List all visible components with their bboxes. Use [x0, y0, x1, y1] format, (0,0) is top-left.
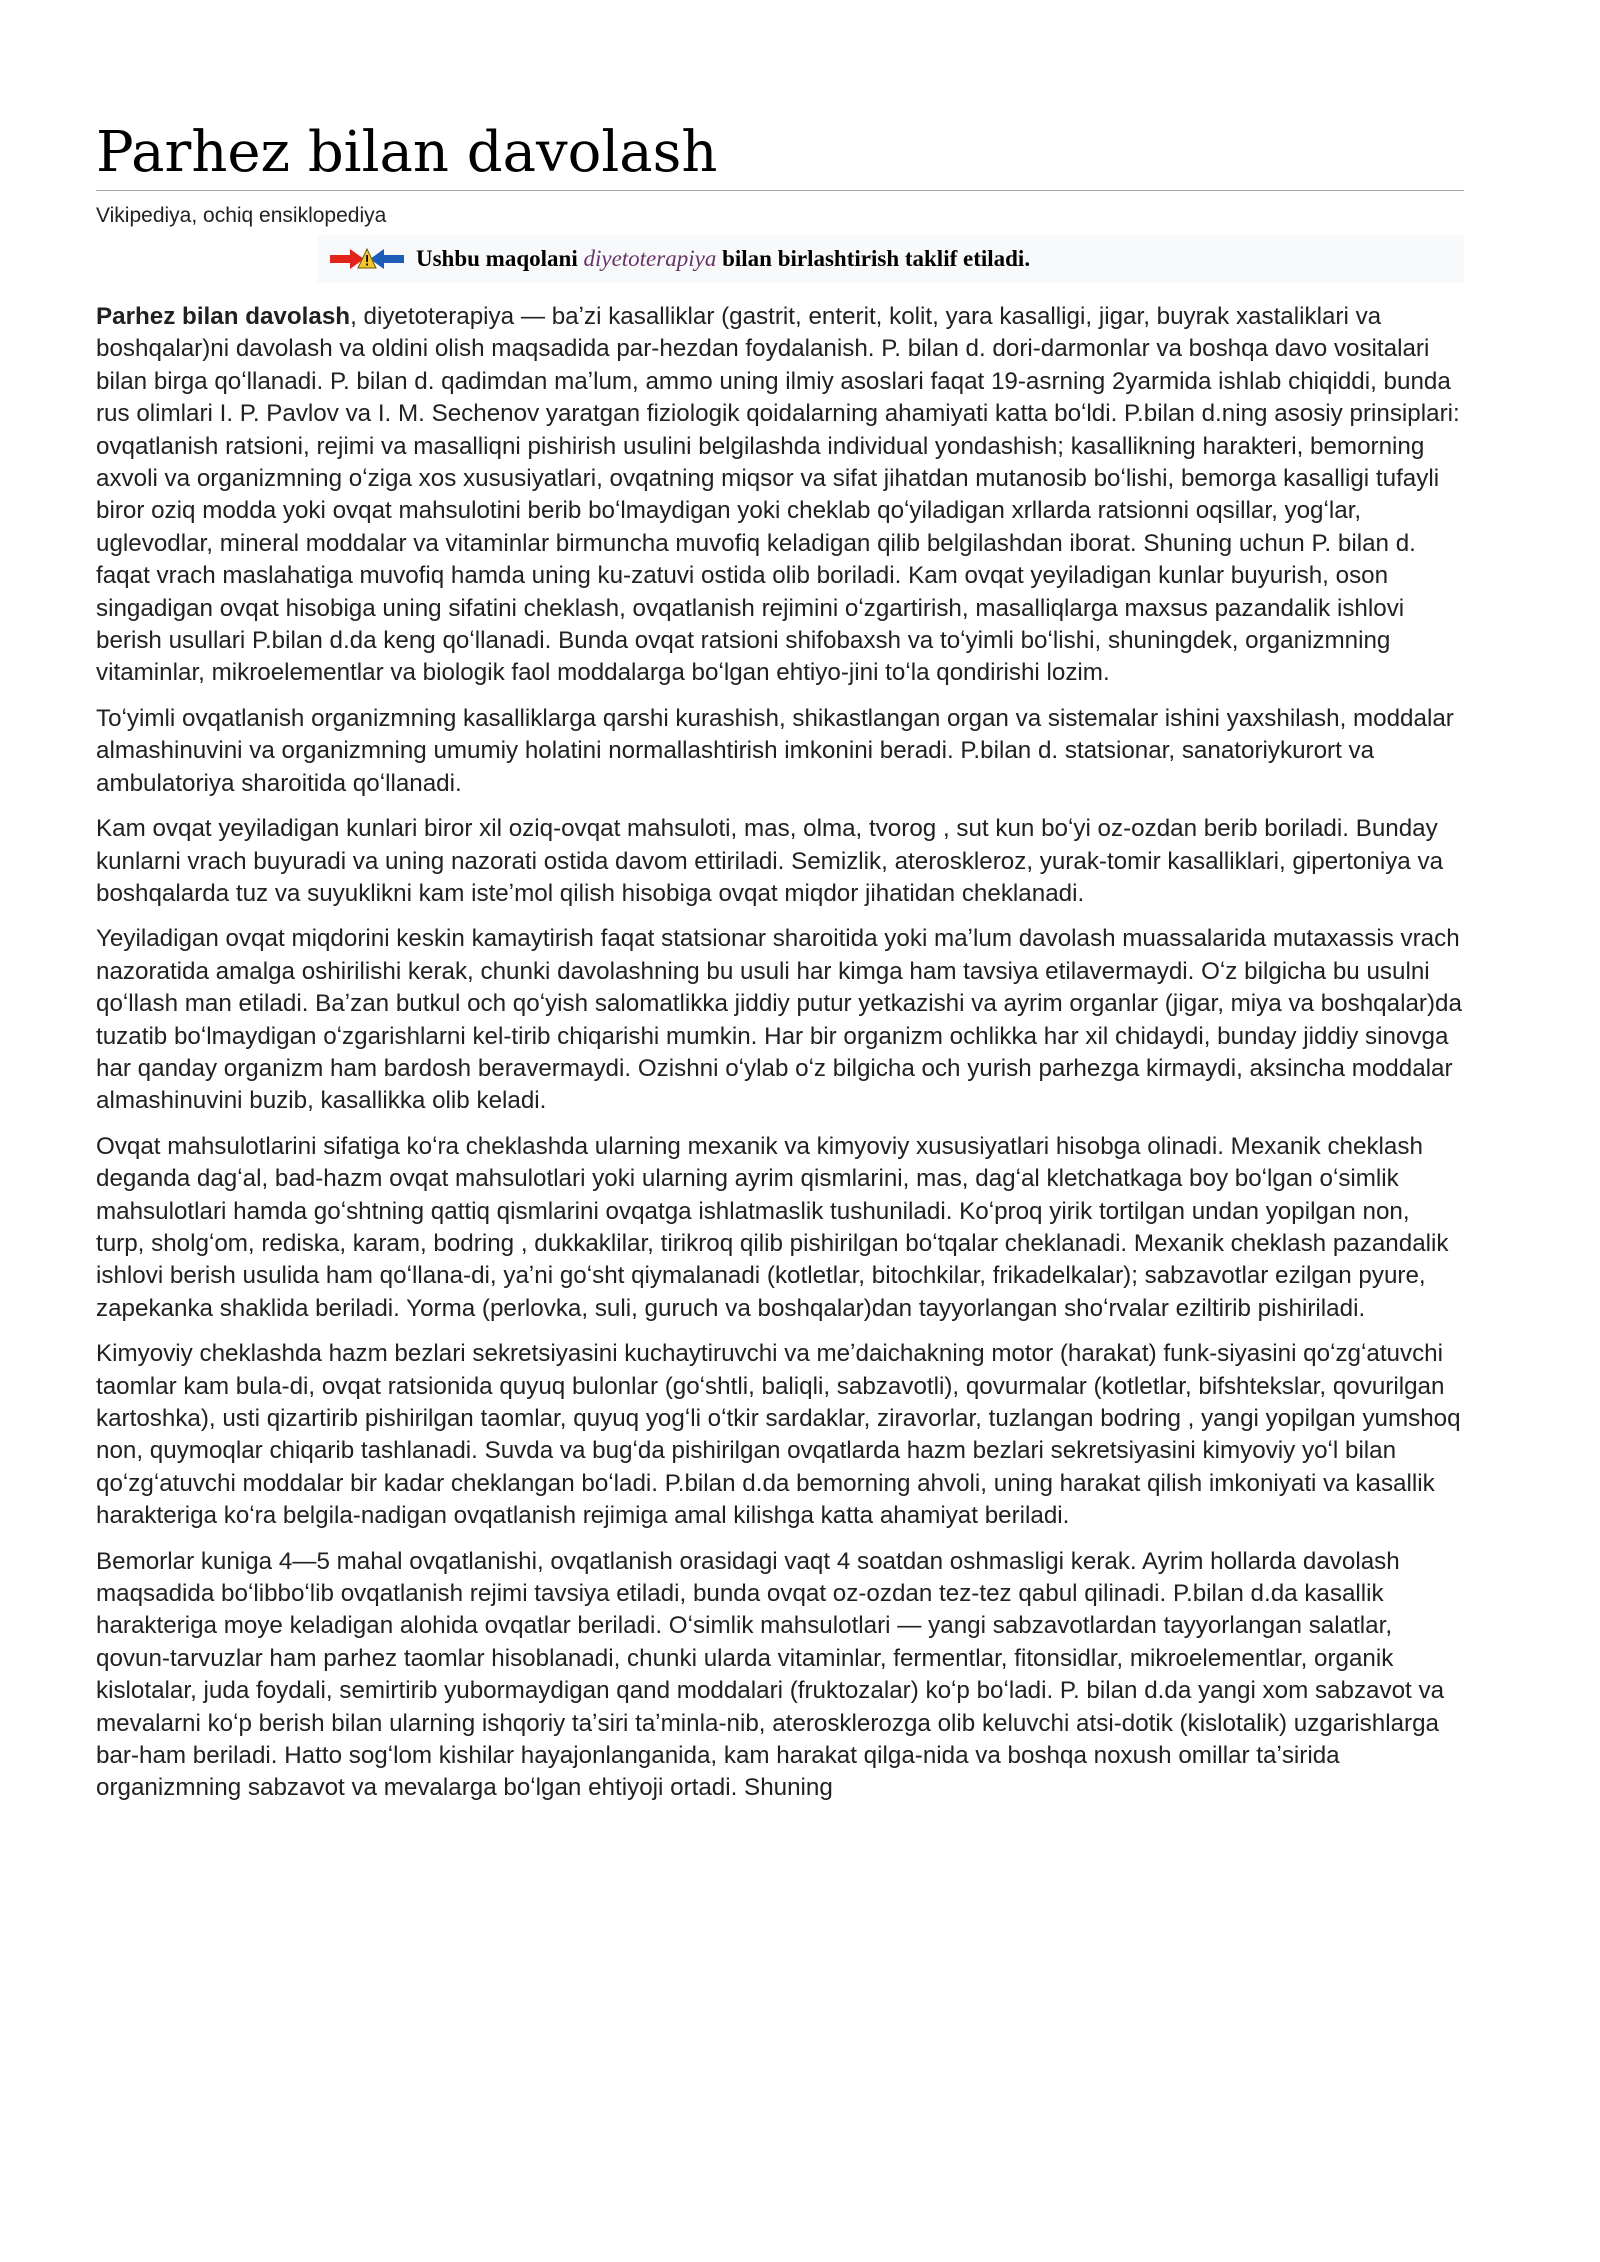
- merge-notice-prefix: Ushbu maqolani: [416, 246, 584, 271]
- merge-target-link[interactable]: diyetoterapiya: [583, 246, 717, 271]
- merge-notice-text: [416, 246, 1030, 272]
- paragraph: Bemorlar kuniga 4—5 mahal ovqatlanishi, ovqatlanish orasidagi vaqt 4 soatdan oshmasligi kerak. Ayrim hollarda davolash maqsadida boʻlibboʻlib ovqatlanish rejimi tavsiya etiladi, bunda ovqat oz-ozdan tez-tez qabul qilinadi. P.bilan d.da kasallik harakteriga moye keladigan alohida ovqatlar beriladi. Oʻsimlik mahsulotlari — yangi sabzavotlardan tayyorlangan salatlar, qovun-tarvuzlar ham parhez taomlar hisoblanadi, chunki ularda vitaminlar, fermentlar, fitonsidlar, mikroelementlar, organik kislotalar, juda foydali, semirtirib yubormaydigan qand moddalari (fruktozalar) koʻp boʻladi. P. bilan d.da yangi xom sabzavot va mevalarni koʻp berish bilan ularning ishqoriy taʼsiri taʼminla-nib, aterosklerozga olib keluvchi atsi-dotik (kislotalik) uzgarishlarga bar-ham beriladi. Hatto sogʻlom kishilar hayajonlanganida, kam harakat qilga-nida va boshqa noxush omillar taʼsirida organizmning sabzavot va mevalarga boʻlgan ehtiyoji ortadi. Shuning: [96, 1547, 1445, 1802]
- paragraph: Kam ovqat yeyiladigan kunlari biror xil oziq-ovqat mahsuloti, mas, olma, tvorog , sut kun boʻyi oz-ozdan berib boriladi. Bunday kunlarni vrach buyuradi va uning nazorati ostida davom ettiriladi. Semizlik, ateroskleroz, yurak-tomir kasalliklari, gipertoniya va boshqalarda tuz va suyuklikni kam isteʼmol qilish hisobiga ovqat miqdor jihatidan cheklanadi.: [96, 815, 1444, 907]
- article: [96, 118, 1464, 1818]
- paragraph: Toʻyimli ovqatlanish organizmning kasalliklarga qarshi kurashish, shikastlangan organ va sistemalar ishini yaxshilash, moddalar almashinuvini va organizmning umumiy holatini normallashtirish imkonini beradi. P.bilan d. statsionar, sanatoriykurort va ambulatoriya sharoitida qoʻllanadi.: [96, 704, 1454, 797]
- paragraph-text: , diyetoterapiya — baʼzi kasalliklar (gastrit, enterit, kolit, yara kasalligi, jigar, buyrak xastaliklari va boshqalar)ni davolash va oldini olish maqsadida par-hezdan foydalanish. P. bilan d. dori-darmonlar va boshqa davo vositalari bilan birga qoʻllanadi. P. bilan d. qadimdan maʼlum, ammo uning ilmiy asoslari faqat 19-asrning 2yarmida ishlab chiqiddi, bunda rus olimlari I. P. Pavlov va I. M. Sechenov yaratgan fiziologik qoidalarning ahamiyati katta boʻldi. P.bilan d.ning asosiy prinsiplari: ovqatlanish ratsioni, rejimi va masalliqni pishirish usulini belgilashda individual yondashish; kasallikning harakteri, bemorning axvoli va organizmning oʻziga xos xususiyatlari, ovqatning miqsor va sifat jihatdan mutanosib boʻlishi, bemorga kasalligi tufayli biror oziq modda yoki ovqat mahsulotini berib boʻlmaydigan yoki cheklab qoʻyiladigan xrllarda ratsionni oqsillar, yogʻlar, uglevodlar, mineral moddalar va vitaminlar birmuncha muvofiq keladigan qilib belgilashdan iborat. Shuning uchun P. bilan d. faqat vrach maslahatiga muvofiq hamda uning ku-zatuvi ostida olib boriladi. Kam ovqat yeyiladigan kunlar buyurish, oson singadigan ovqat hisobiga uning sifatini cheklash, ovqatlanish rejimini oʻzgartirish, masalliqlarga maxsus pazandalik ishlovi berish usullari P.bilan d.da keng qoʻllanadi. Bunda ovqat ratsioni shifobaxsh va toʻyimli boʻlishi, shuningdek, organizmning vitaminlar, mikroelementlar va biologik faol moddalarga boʻlgan ehtiyo-jini toʻla qondirishi lozim.: [96, 303, 1460, 687]
- merge-notice-suffix: bilan birlashtirish taklif etiladi.: [716, 246, 1031, 271]
- merge-arrows-icon: [318, 235, 416, 283]
- merge-notice: [318, 235, 1464, 283]
- article-body: [96, 301, 1464, 1805]
- page-title: Parhez bilan davolash: [96, 118, 1464, 191]
- paragraph: Ovqat mahsulotlarini sifatiga koʻra cheklashda ularning mexanik va kimyoviy xususiyatlari hisobga olinadi. Mexanik cheklash deganda dagʻal, bad-hazm ovqat mahsulotlari yoki ularning ayrim qismlarini, mas, dagʻal kletchatkaga boy boʻlgan oʻsimlik mahsulotlari hamda goʻshtning qattiq qismlarini ovqatga ishlatmaslik tushuniladi. Koʻproq yirik tortilgan undan yopilgan non, turp, sholgʻom, rediska, karam, bodring , dukkaklilar, tirikroq qilib pishirilgan boʻtqalar cheklanadi. Mexanik cheklash pazandalik ishlovi berish usulida ham qoʻllana-di, yaʼni goʻsht qiymalanadi (kotletlar, bitochkilar, frikadelkalar); sabzavotlar ezilgan pyure, zapekanka shaklida beriladi. Yorma (perlovka, suli, guruch va boshqalar)dan tayyorlangan shoʻrvalar eziltirib pishiriladi.: [96, 1132, 1449, 1322]
- paragraph: [96, 301, 1464, 690]
- paragraph: Yeyiladigan ovqat miqdorini keskin kamaytirish faqat statsionar sharoitida yoki maʼlum davolash muassalarida mutaxassis vrach nazoratida amalga oshirilishi kerak, chunki davolashning bu usuli har kimga ham tavsiya etilavermaydi. Oʻz bilgicha bu usulni qoʻllash man etiladi. Baʼzan butkul och qoʻyish salomatlikka jiddiy putur yetkazishi va ayrim organlar (jigar, miya va boshqalar)da tuzatib boʻlmaydigan oʻzgarishlarni kel-tirib chiqarishi mumkin. Har bir organizm ochlikka har xil chidaydi, bunday jiddiy sinovga har qanday organizm ham bardosh beravermaydi. Ozishni oʻylab oʻz bilgicha och yurish parhezga kirmaydi, aksincha moddalar almashinuvini buzib, kasallikka olib keladi.: [96, 925, 1462, 1115]
- article-lead-term: Parhez bilan davolash: [96, 303, 351, 330]
- site-tagline: Vikipediya, ochiq ensiklopediya: [96, 204, 387, 227]
- paragraph: Kimyoviy cheklashda hazm bezlari sekretsiyasini kuchaytiruvchi va meʼdaichakning motor (harakat) funk-siyasini qoʻzgʻatuvchi taomlar kam bula-di, ovqat ratsionida quyuq bulonlar (goʻshtli, baliqli, sabzavotli), qovurmalar (kotletlar, bifshtekslar, qovurilgan kartoshka), usti qizartirib pishirilgan taomlar, quyuq yogʻli oʻtkir sardaklar, ziravorlar, tuzlangan bodring , yangi yopilgan yumshoq non, quymoqlar chiqarib tashlanadi. Suvda va bugʻda pishirilgan ovqatlarda hazm bezlari sekretsiyasini kimyoviy yoʻl bilan qoʻzgʻatuvchi moddalar bir kadar cheklangan boʻladi. P.bilan d.da bemorning ahvoli, uning harakat qilish imkoniyati va kasallik harakteriga koʻra belgila-nadigan ovqatlanish rejimiga amal kilishga katta ahamiyat beriladi.: [96, 1340, 1461, 1530]
